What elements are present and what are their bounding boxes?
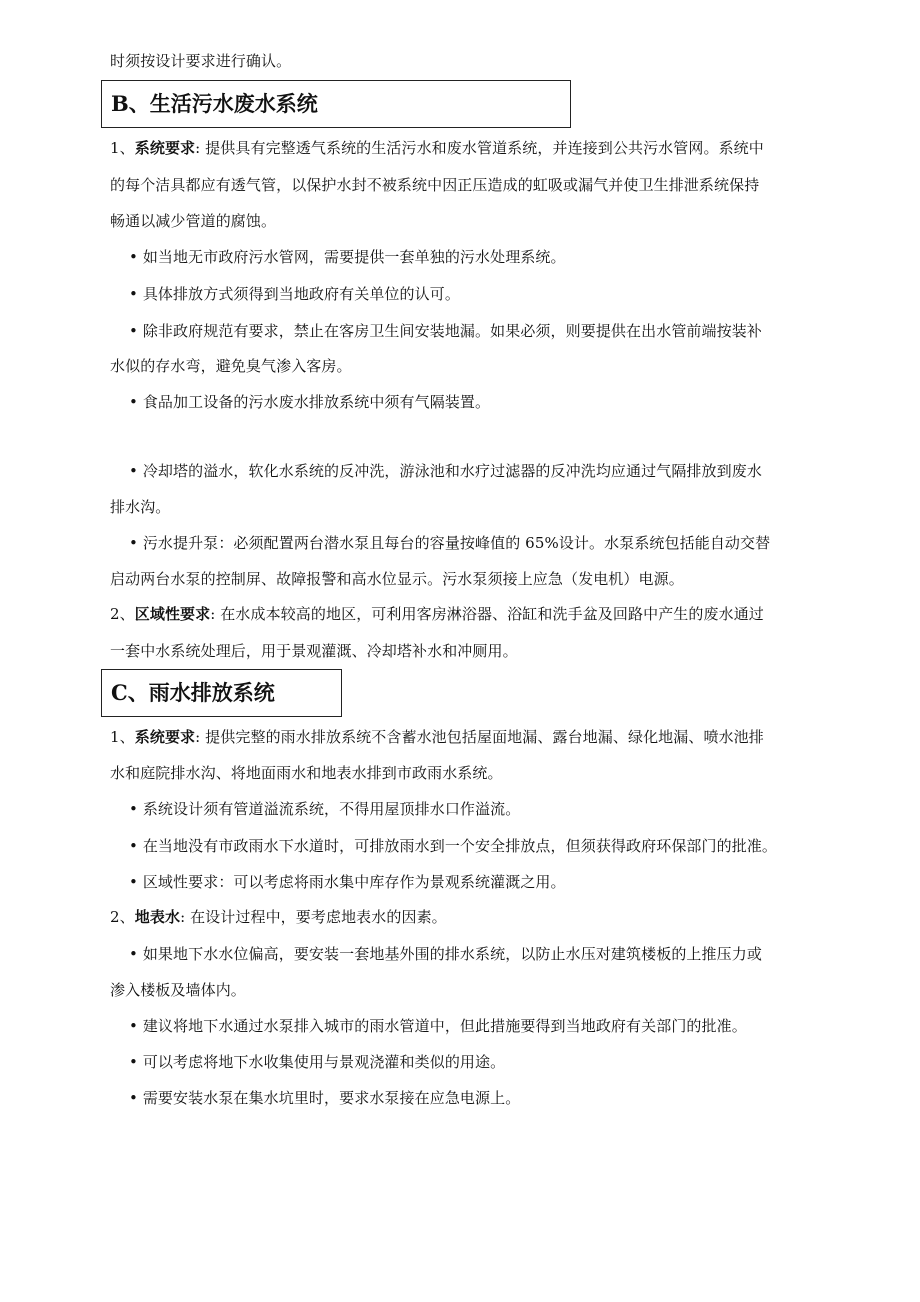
- paragraph-text: : 在设计过程中，要考虑地表水的因素。: [180, 908, 447, 926]
- paragraph-line: 一套中水系统处理后，用于景观灌溉、冷却塔补水和冲厕用。: [110, 642, 518, 660]
- item-number: 2、: [110, 908, 135, 926]
- paragraph-line: [110, 908, 815, 926]
- item-label: 区域性要求: [134, 605, 211, 623]
- bullet-item-continued: 排水沟。: [110, 498, 171, 516]
- bullet-item: • 冷却塔的溢水，软化水系统的反冲洗，游泳池和水疗过滤器的反冲洗均应通过气隔排放到废水: [129, 462, 762, 480]
- section-heading-b: B、生活污水废水系统: [101, 80, 571, 128]
- bullet-item: • 污水提升泵：必须配置两台潜水泵且每台的容量按峰值的 65%设计。水泵系统包括能自动交替: [129, 534, 771, 552]
- bullet-item: • 建议将地下水通过水泵排入城市的雨水管道中，但此措施要得到当地政府有关部门的批准。: [129, 1017, 747, 1035]
- bullet-item-continued: 水似的存水弯，避免臭气渗入客房。: [110, 357, 352, 375]
- item-number: 2、: [110, 605, 135, 623]
- item-label: 系统要求: [134, 728, 196, 746]
- paragraph-line: [110, 728, 815, 746]
- bullet-item: • 食品加工设备的污水废水排放系统中须有气隔装置。: [129, 393, 491, 411]
- item-number: 1、: [110, 139, 135, 157]
- bullet-item-continued: 启动两台水泵的控制屏、故障报警和高水位显示。污水泵须接上应急（发电机）电源。: [110, 570, 684, 588]
- bullet-item: • 需要安装水泵在集水坑里时，要求水泵接在应急电源上。: [129, 1089, 521, 1107]
- bullet-item: • 可以考虑将地下水收集使用与景观浇灌和类似的用途。: [129, 1053, 506, 1071]
- item-number: 1、: [110, 728, 135, 746]
- bullet-item: • 具体排放方式须得到当地政府有关单位的认可。: [129, 285, 460, 303]
- bullet-item: • 区域性要求：可以考虑将雨水集中库存作为景观系统灌溉之用。: [129, 873, 566, 891]
- item-label: 系统要求: [134, 139, 196, 157]
- paragraph-text: : 提供具有完整透气系统的生活污水和废水管道系统，并连接到公共污水管网。系统中: [195, 139, 764, 157]
- paragraph-text: : 在水成本较高的地区，可利用客房淋浴器、浴缸和洗手盆及回路中产生的废水通过: [210, 605, 764, 623]
- bullet-item: • 系统设计须有管道溢流系统，不得用屋顶排水口作溢流。: [129, 800, 521, 818]
- bullet-item: • 除非政府规范有要求，禁止在客房卫生间安装地漏。如果必须，则要提供在出水管前端按装补: [129, 322, 762, 340]
- paragraph-text: : 提供完整的雨水排放系统不含蓄水池包括屋面地漏、露台地漏、绿化地漏、喷水池排: [195, 728, 764, 746]
- paragraph-line: 水和庭院排水沟、将地面雨水和地表水排到市政雨水系统。: [110, 764, 503, 782]
- paragraph-line: [110, 605, 815, 623]
- bullet-item: • 如当地无市政府污水管网，需要提供一套单独的污水处理系统。: [129, 248, 566, 266]
- bullet-item: • 在当地没有市政雨水下水道时，可排放雨水到一个安全排放点，但须获得政府环保部门的批准。: [129, 837, 778, 855]
- item-label: 地表水: [134, 908, 181, 926]
- bullet-item-continued: 渗入楼板及墙体内。: [110, 981, 246, 999]
- section-heading-c: C、雨水排放系统: [101, 669, 342, 717]
- paragraph-line: 的每个洁具都应有透气管，以保护水封不被系统中因正压造成的虹吸或漏气并使卫生排泄系统保持: [110, 176, 760, 194]
- paragraph-line: 畅通以减少管道的腐蚀。: [110, 212, 277, 230]
- text-line: 时须按设计要求进行确认。: [110, 52, 292, 70]
- bullet-item: • 如果地下水水位偏高，要安装一套地基外围的排水系统，以防止水压对建筑楼板的上推压力或: [129, 945, 762, 963]
- paragraph-line: [110, 139, 815, 157]
